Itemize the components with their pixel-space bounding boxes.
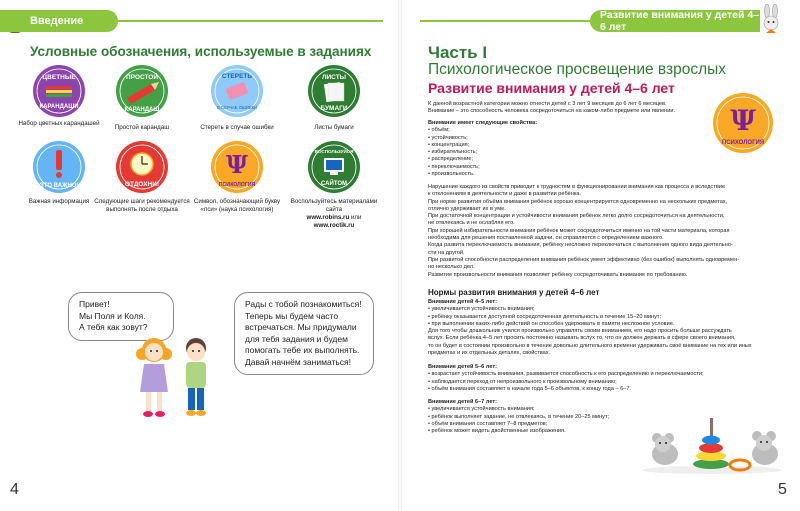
- psychology-caption: Символ, обозначающий букву «пси» (наука психология): [193, 198, 281, 213]
- speech-bubble-right: [234, 292, 374, 375]
- age-4-5-line: • при выполнении каких-либо действий он способен удерживать в памяти несложное условие.: [428, 320, 675, 327]
- age-4-5-line: то он будет в состоянии произвольно в течение довольно длительного времени удерживать своё внимание на тех или иных: [428, 342, 752, 349]
- svg-text:КАРАНДАШИ: КАРАНДАШИ: [39, 104, 79, 110]
- chapter-heading: Развитие внимания у детей 4–6 лет: [428, 80, 675, 96]
- computer-icon: [307, 140, 361, 194]
- age-5-6-heading: Внимание детей 5–6 лет:: [428, 364, 497, 370]
- website-link-roctik[interactable]: www.roctik.ru: [313, 222, 355, 229]
- age-4-5-line: предметах и их отдельных деталях, свойствах.: [428, 350, 551, 357]
- eraser-badge: [210, 64, 264, 118]
- book-gutter: [398, 0, 402, 511]
- page-number-right: 5: [778, 481, 787, 498]
- crayons-caption: Набор цветных карандашей: [18, 120, 100, 127]
- age-5-6-block: [428, 364, 788, 393]
- kids-illustration: [130, 328, 230, 423]
- intro-line: Внимание – это способность человека сосредоточиться на каком-либо предмете или явлении.: [428, 108, 676, 115]
- svg-text:ПСИХОЛОГИЯ: ПСИХОЛОГИЯ: [218, 182, 256, 188]
- bubble-right-line: Теперь мы будем часто: [245, 310, 339, 321]
- website-badge: [307, 140, 361, 194]
- svg-text:В СЛУЧАЕ ОШИБКИ: В СЛУЧАЕ ОШИБКИ: [216, 105, 258, 110]
- paragraph-line: Развитие произвольности внимания позволяет ребёнку сосредоточивать внимание по требованию.: [428, 271, 688, 278]
- paragraph-line: отлично удерживает их в уме.: [428, 205, 506, 212]
- property-item: • распределение;: [428, 156, 474, 163]
- paper-badge: [307, 64, 361, 118]
- property-item: • объём;: [428, 127, 450, 134]
- crayons-badge: [32, 64, 86, 118]
- website-link-robins[interactable]: www.robins.ru: [306, 214, 350, 221]
- age-4-5-line: • ребёнку оказывается доступной сосредоточенная деятельность в течение 15–20 минут;: [428, 313, 662, 320]
- paragraph-line: При норме развития объёма внимания ребёнок хорошо концентрируется одновременно на нескольких предметах,: [428, 198, 728, 205]
- psychology-badge: [210, 140, 264, 194]
- age-6-7-block: [428, 399, 658, 435]
- bubble-right-line: Давай начнём заниматься!: [245, 356, 352, 367]
- important-caption: Важная информация: [28, 198, 90, 205]
- pencil-badge: [115, 64, 169, 118]
- svg-text:СТЕРЕТЬ: СТЕРЕТЬ: [221, 73, 253, 80]
- age-5-6-line: • наблюдается переход от непроизвольного к произвольному вниманию;: [428, 378, 617, 385]
- rest-badge: [115, 140, 169, 194]
- svg-text:Ψ: Ψ: [226, 150, 248, 179]
- svg-text:ОТДОХНИ!: ОТДОХНИ!: [124, 181, 160, 188]
- website-caption-text: Воспользуйтесь материалами сайта: [290, 198, 378, 213]
- svg-text:БУМАГИ: БУМАГИ: [320, 105, 348, 112]
- svg-text:ЭТО ВАЖНО!: ЭТО ВАЖНО!: [39, 183, 79, 189]
- header-rule-left: [118, 20, 383, 22]
- website-caption: [284, 198, 384, 230]
- psy-badge-label: ПСИХОЛОГИЯ: [721, 140, 765, 146]
- page-number-left: 4: [10, 481, 19, 498]
- paragraph-line: При достаточной концентрации и устойчивости внимания ребёнок легко долго сосредоточиться на деятельности,: [428, 213, 725, 220]
- paragraph-line: Нарушение каждого из свойств приводит к трудностям в функционировании внимания как процесса и вследствие: [428, 184, 726, 190]
- age-6-7-line: • ребёнок выполняет задание, не отвлекаясь, в течение 20–25 минут;: [428, 413, 610, 420]
- property-item: • переключаемость;: [428, 163, 480, 170]
- crayons-icon: [32, 64, 86, 118]
- paper-caption: Листы бумаги: [314, 124, 354, 131]
- bubble-right-line: Рады с тобой познакомиться!: [245, 299, 362, 309]
- mice-toy-illustration: [640, 410, 785, 475]
- bubble-right-line: для тебя задания и будем: [245, 333, 348, 344]
- psi-icon: [210, 140, 264, 194]
- bubble-left-line: А тебя как зовут?: [79, 322, 148, 332]
- eraser-caption: Стереть в случае ошибки: [200, 124, 274, 131]
- legend-title: Условные обозначения, используемые в заданиях: [30, 44, 372, 59]
- paragraph-line: При хорошей избирательности внимания ребёнок может сосредоточиться именно на той части материала, которая: [428, 227, 730, 234]
- eraser-icon: [210, 64, 264, 118]
- norms-heading: Нормы развития внимания у детей 4–6 лет: [428, 288, 600, 297]
- rest-caption: Следующие шаги рекомендуется выполнять после отдыха: [94, 198, 190, 213]
- age-4-5-heading: Внимание детей 4–5 лет:: [428, 299, 497, 305]
- age-4-5-block: [428, 299, 788, 357]
- part-subtitle: Психологическое просвещение взрослых: [428, 61, 727, 78]
- age-6-7-line: • увеличивается устойчивость внимания;: [428, 406, 535, 413]
- properties-heading: Внимание имеет следующие свойства:: [428, 120, 538, 126]
- header-rule-right: [420, 20, 590, 22]
- properties-block: [428, 120, 708, 178]
- paragraph-line: сти на другой.: [428, 249, 465, 256]
- svg-text:САЙТОМ: САЙТОМ: [320, 181, 348, 187]
- age-4-5-line: Для того чтобы дошкольник учился произвольно управлять своим вниманием, его надо просить больше рассуждать: [428, 328, 732, 335]
- pencil-caption: Простой карандаш: [114, 124, 170, 131]
- property-item: • концентрация;: [428, 141, 470, 148]
- property-item: • произвольность.: [428, 171, 475, 178]
- psi-icon: [712, 92, 774, 154]
- paragraph-line: При развитой способности распределения внимания ребёнок умеет эффективно (без ошибок) выполнять одновремен-: [428, 256, 740, 263]
- bubble-right-line: помогать тебе их выполнять.: [245, 345, 360, 355]
- section-tab-left: Введение: [0, 10, 118, 32]
- important-badge: [32, 140, 86, 194]
- exclamation-icon: [32, 140, 86, 194]
- svg-text:КАРАНДАШ: КАРАНДАШ: [124, 107, 160, 113]
- svg-text:Ψ: Ψ: [730, 104, 756, 137]
- svg-text:ЛИСТЫ: ЛИСТЫ: [321, 74, 347, 81]
- paragraph-line: Когда развита переключаемость внимания, ребёнку несложно переключаться с выполнения одного вида деятельно-: [428, 242, 733, 249]
- age-6-7-line: • объём внимания составляет 7–8 предметов;: [428, 420, 548, 427]
- paragraph-line: необходима для решения поставленной задачи, он справляется с определением важного.: [428, 235, 664, 242]
- age-4-5-line: вслух. Если ребёнка 4–5 лет просить постоянно называть вслух то, что он должен держать в сфере своего внимания,: [428, 335, 736, 342]
- intro-block: [428, 101, 708, 116]
- paragraph-line: но несколько дел.: [428, 264, 475, 271]
- bubble-right-line: встречаться. Мы придумали: [245, 322, 357, 332]
- svg-text:ВОСПОЛЬЗУЙСЯ: ВОСПОЛЬЗУЙСЯ: [314, 149, 354, 154]
- part-title: Часть I: [428, 43, 488, 62]
- bubble-left-line: Мы Поля и Коля.: [79, 310, 146, 321]
- paragraph-line: к отклонениям в деятельности и даже в развитии ребёнка.: [428, 191, 582, 198]
- properties-explanation: [428, 184, 788, 279]
- paragraph-line: не отвлекаясь и не ослабляя его.: [428, 220, 515, 227]
- section-tab-right: Развитие внимания у детей 4–6 лет: [590, 10, 760, 32]
- bubble-left-line: Привет!: [79, 299, 110, 309]
- svg-text:ЦВЕТНЫЕ: ЦВЕТНЫЕ: [42, 74, 76, 81]
- age-4-5-line: • увеличивается устойчивость внимания;: [428, 306, 535, 313]
- svg-text:ПРОСТОЙ: ПРОСТОЙ: [125, 74, 159, 81]
- clock-icon: [115, 140, 169, 194]
- property-item: • избирательность;: [428, 149, 478, 156]
- age-5-6-line: • объём внимания составляет в начале года 5–6 объектов, к концу года – 6–7.: [428, 385, 632, 392]
- age-6-7-heading: Внимание детей 6–7 лет:: [428, 399, 497, 405]
- intro-line: К данной возрастной категории можно отнести детей с 3 лет 9 месяцев до 6 лет 6 месяцев.: [428, 101, 667, 107]
- property-item: • устойчивость;: [428, 134, 468, 141]
- website-caption-or: или: [349, 214, 362, 221]
- bunny-icon: [758, 4, 784, 36]
- age-5-6-line: • возрастает устойчивость внимания, развивается способность к его распределению и переключаемости;: [428, 371, 704, 378]
- paper-icon: [307, 64, 361, 118]
- age-6-7-line: • ребёнок может видеть двойственные изображения.: [428, 428, 566, 435]
- pencil-icon: [115, 64, 169, 118]
